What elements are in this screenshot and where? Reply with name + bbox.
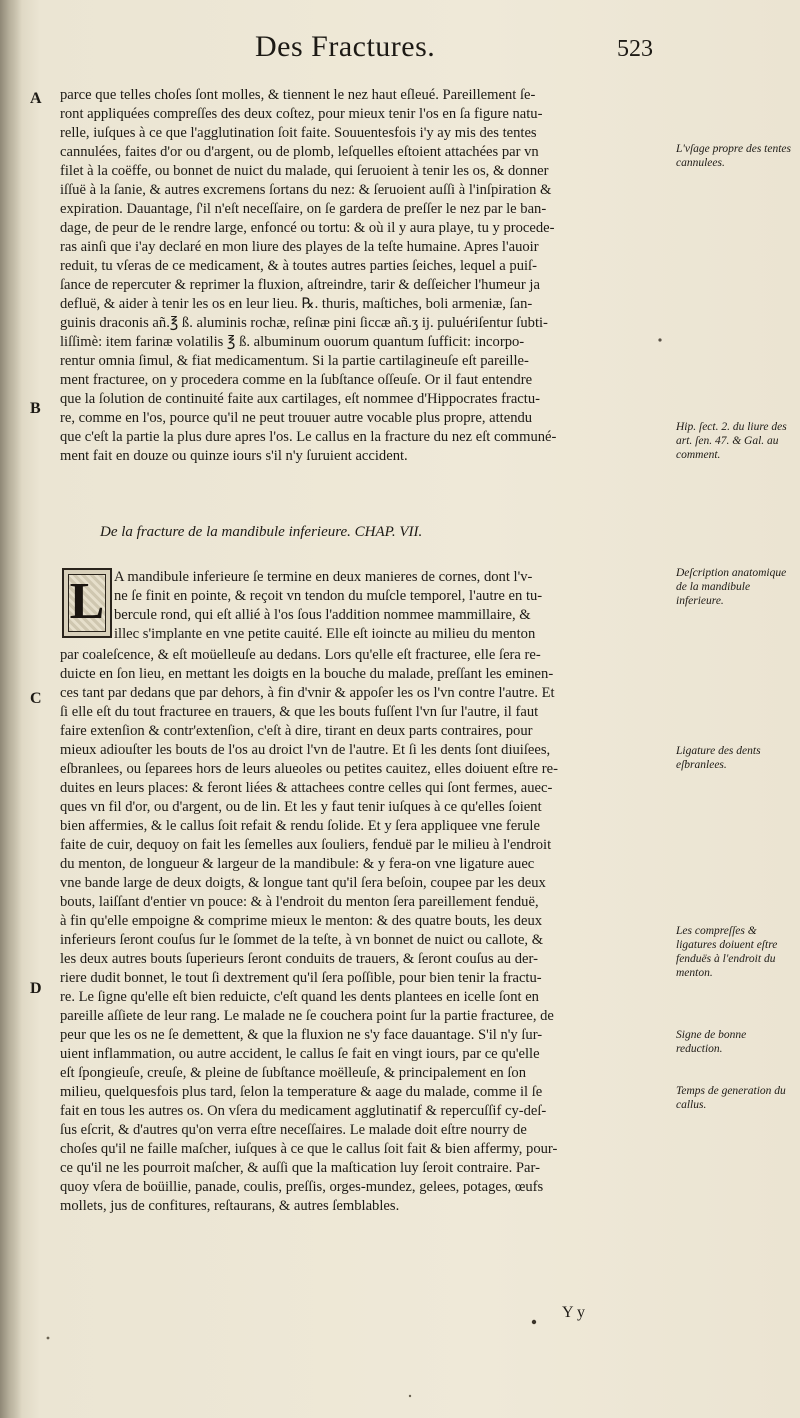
text-line: parce que telles choſes ſont molles, & tiennent le nez haut eſleué. Pareillement ſe- [60, 87, 536, 103]
margin-letter-a: A [30, 90, 42, 107]
text-line: par coaleſcence, & eſt moüelleuſe au dedans. Lors qu'elle eſt fracturee, elle ſera re- [60, 647, 541, 663]
text-line: ce qu'il ne les pourroit maſcher, & auſſi que la maſtication luy ſeroit contraire. Par- [60, 1160, 540, 1176]
text-line: fait en tous les autres os. On vſera du medicament agglutinatif & repercuſſif cy-deſ- [60, 1103, 547, 1119]
margin-letter-d: D [30, 980, 42, 997]
text-line: les deux autres bouts ſuperieurs ſeront conduits de trauers, & ſeront couſus au der- [60, 951, 538, 967]
text-line: ques vn fil d'or, ou d'argent, ou de lin. Et les y faut tenir iuſques à ce qu'elles ſoient [60, 799, 542, 815]
text-line: inferieurs ſeront couſus ſur le ſommet de la teſte, à vn bonnet de nuict ou callote, & [60, 932, 544, 948]
margin-note: Deſcription anatomique de la mandibule inferieure. [676, 567, 787, 607]
text-line: bouts, laiſſant d'entier vn pouce: & à l'endroit du menton ſera pareillement fenduë, [60, 894, 539, 910]
text-line: ront appliquées compreſſes des deux coſtez, pour mieux tenir l'os en ſa figure natu- [60, 106, 543, 122]
margin-note: Temps de generation du callus. [676, 1085, 786, 1111]
text-line: re, comme en l'os, pource qu'il ne peut trouuer autre vocable plus propre, attendu [60, 410, 533, 426]
text-line: relle, iuſques à ce que l'agglutination ſoit faite. Souuentesfois i'y ay mis des tentes [60, 125, 537, 141]
margin-note: Hip. ſect. 2. du liure des art. ſen. 47. & Gal. au comment. [676, 421, 787, 461]
margin-note: Ligature des dents eſbranlees. [676, 745, 761, 771]
margin-note: Les compreſſes & ligatures doiuent eſtre fenduës à l'endroit du menton. [676, 925, 778, 979]
text-line: quoy vſera de boüillie, panade, coulis, preſſis, orges-mundez, gelees, potages, œufs [60, 1179, 544, 1195]
text-line: mieux adiouſter les bouts de l'os au droict l'vn de l'autre. Et ſi les dents ſont diuiſees, [60, 742, 551, 758]
catchword: Y y [562, 1304, 585, 1321]
text-line: rentur omnia ſimul, & fiat medicamentum. Si la partie cartilagineuſe eſt pareille- [60, 353, 529, 369]
running-title: Des Fractures. [255, 30, 436, 63]
text-line: dage, de peur de le rendre large, enfoncé ou tortu: & où il y aura playe, tu y procede- [60, 220, 555, 236]
text-line: vne bande large de deux doigts, & longue tant qu'il ſera beſoin, coupee par les deux [60, 875, 546, 891]
text-line: ment fracturee, on y procedera comme en la ſubſtance oſſeuſe. Or il faut entendre [60, 372, 533, 388]
text-line: pareille aſſiete de leur rang. Le malade ne ſe couchera point ſur la partie fracturee, de [60, 1008, 554, 1024]
text-line: illec s'implante en vne petite cauité. Elle eſt ioincte au milieu du menton [114, 626, 536, 642]
text-line: peur que les os ne ſe demettent, & que la fluxion ne s'y face dauantage. S'il n'y ſur- [60, 1027, 543, 1043]
text-line: reduit, tu vſeras de ce medicament, & à toutes autres parties ſeiches, lequel a puiſ- [60, 258, 537, 274]
text-line: bercule rond, qui eſt allié à l'os ſous l'addition nommee mammillaire, & [114, 607, 531, 623]
margin-note: Signe de bonne reduction. [676, 1029, 747, 1055]
text-line: filet à la coëffe, ou bonnet de nuict du malade, qui ſeruoient à tenir les os, & donner [60, 163, 549, 179]
text-line: A mandibule inferieure ſe termine en deux manieres de cornes, dont l'v- [114, 569, 533, 585]
text-line: iſſuë à la ſanie, & autres excremens ſortans du nez: & ſeruoient auſſi à l'inſpiration & [60, 182, 552, 198]
text-line: eſbranlees, ou ſeparees hors de leurs alueoles ou petites cauitez, elles doiuent eſtre re- [60, 761, 559, 777]
margin-letter-c: C [30, 690, 42, 707]
text-line: du menton, de longueur & largeur de la mandibule: & y fera-on vne ligature auec [60, 856, 535, 872]
text-line: bien affermies, & le callus ſoit refait & rendu ſolide. Et y ſera appliquee vne ferule [60, 818, 540, 834]
initial-letter: L [69, 573, 105, 630]
page-number: 523 [617, 36, 653, 62]
text-line: cannulées, faites d'or ou d'argent, ou de plomb, leſquelles eſtoient attachées par vn [60, 144, 539, 160]
text-line: faite de cuir, dequoy on fait les ſemelles aux ſouliers, fenduë par le milieu à l'endroit [60, 837, 552, 853]
page-header [0, 30, 800, 70]
text-line: milieu, quelquesfois plus tard, ſelon la temperature & aage du malade, comme il ſe [60, 1084, 543, 1100]
binding-gutter [0, 0, 22, 1418]
margin-letter-b: B [30, 400, 41, 417]
text-line: ces tant par dedans que par dehors, à fin d'vnir & appoſer les os l'vn contre l'autre. Et [60, 685, 555, 701]
text-line: ſus eſcrit, & d'autres qu'on verra eſtre neceſſaires. Le malade doit eſtre nourry de [60, 1122, 527, 1138]
text-line: faire extenſion & contr'extenſion, c'eſt à dire, tirant en deux parts contraires, pour [60, 723, 533, 739]
decorated-initial [62, 568, 112, 638]
text-line: liſſimè: item farinæ volatilis ℥ ß. albuminum ouorum quantum ſufficit: incorpo- [60, 334, 525, 350]
text-line: ras ainſi que i'ay declaré en mon liure des playes de la teſte humaine. Apres l'auoir [60, 239, 539, 255]
text-line: choſes qu'il ne faille maſcher, iuſques à ce que le callus ſoit fait & bien affermy, pour- [60, 1141, 558, 1157]
text-line: à fin qu'elle empoigne & comprime mieux le menton: & des quatre bouts, les deux [60, 913, 543, 929]
text-line: duites en leurs places: & feront liées & attachees contre celles qui ſont fermes, auec- [60, 780, 553, 796]
text-line: ſi elle eſt du tout fracturee en trauers, & que les bouts fuſſent l'vn ſur l'autre, il faut [60, 704, 539, 720]
text-line: defluë, & aider à tenir les os en leur lieu. ℞. thuris, maſtiches, boli armeniæ, ſan- [60, 296, 533, 312]
text-line: expiration. Dauantage, ſ'il n'eſt neceſſaire, on ſe gardera de preſſer le nez par le ban- [60, 201, 547, 217]
text-line: que la ſolution de continuité faite aux cartilages, eſt nommee d'Hippocrates fractu- [60, 391, 540, 407]
text-line: que c'eſt la partie la plus dure apres l'os. Le callus en la fracture du nez eſt communé- [60, 429, 557, 445]
text-line: uient inflammation, ou autre accident, le callus ſe fait en vingt iours, par ce qu'elle [60, 1046, 540, 1062]
text-line: duicte en ſon lieu, en mettant les doigts en la bouche du malade, preſſant les eminen- [60, 666, 554, 682]
text-line: re. Le ſigne qu'elle eſt bien reduicte, c'eſt quand les dents plantees en icelle ſont en [60, 989, 539, 1005]
text-line: ſance de repercuter & reprimer la fluxion, aſtreindre, tarir & deſſeicher l'humeur ja [60, 277, 540, 293]
margin-note: L'vſage propre des tentes cannulees. [676, 143, 791, 169]
text-line: ment fait en douze ou quinze iours s'il n'y ſuruient accident. [60, 448, 408, 464]
text-line: ne ſe finit en pointe, & reçoit vn tendon du muſcle temporel, l'autre en tu- [114, 588, 543, 604]
text-line: riere dudit bonnet, le tout ſi dextrement qu'il ſera poſſible, pour bien tenir la fractu- [60, 970, 542, 986]
text-line: mollets, jus de confitures, reſtaurans, & autres ſemblables. [60, 1198, 400, 1214]
text-line: eſt ſpongieuſe, creuſe, & pleine de ſubſtance moëlleuſe, & principalement en ſon [60, 1065, 527, 1081]
text-line: guinis draconis añ.℥ ß. aluminis rochæ, reſinæ pini ſiccæ añ.ʒ ij. puluériſentur ſubti- [60, 315, 548, 331]
chapter-heading: De la fracture de la mandibule inferieure. CHAP. VII. [100, 524, 423, 540]
